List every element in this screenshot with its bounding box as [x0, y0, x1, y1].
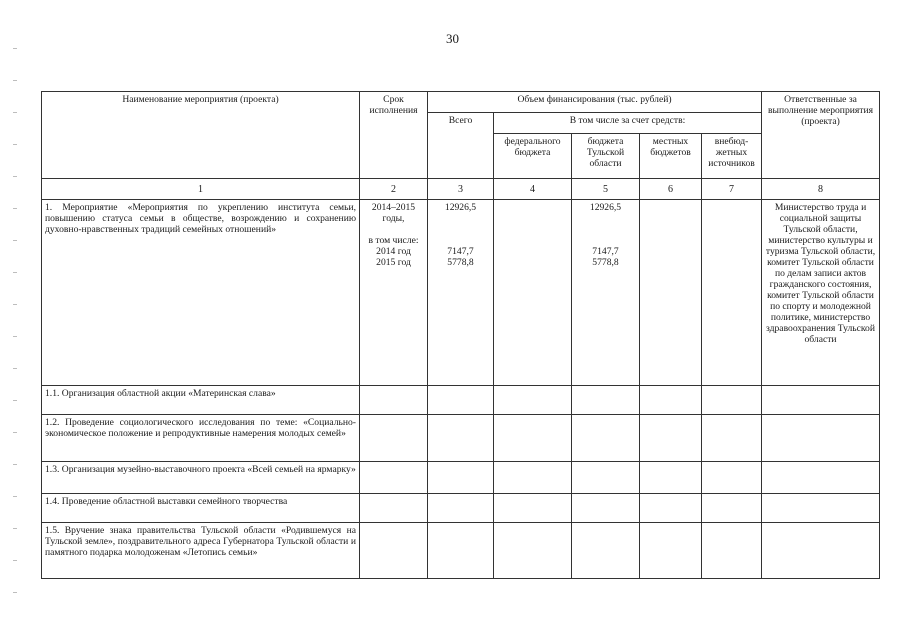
header-name: Наименование мероприятия (проекта): [42, 92, 360, 179]
activity-name: 1.4. Проведение областной выставки семейного творчества: [42, 494, 360, 523]
total-value: 12926,5: [444, 202, 477, 213]
col-number: 1: [42, 179, 360, 200]
offbudget-cell: [702, 200, 762, 386]
table-row: [42, 494, 880, 523]
regional-value: 12926,5: [589, 202, 622, 213]
header-row-1: [42, 92, 880, 113]
col-number: 5: [572, 179, 640, 200]
table-row: [42, 523, 880, 579]
total-value: 5778,8: [447, 257, 474, 268]
activity-name: 1.3. Организация музейно-выставочного проекта «Всей семьей на ярмарку»: [42, 462, 360, 494]
col-number: 4: [494, 179, 572, 200]
activity-name: 1. Мероприятие «Мероприятия по укреплению института семьи, повышению статуса семьи в обществе, возрождению и сохранению духовно-нравственных традиций семейных отношений»: [42, 200, 360, 386]
col-number: 8: [762, 179, 880, 200]
federal-cell: [494, 200, 572, 386]
header-offbudget: внебюд-жетных источников: [702, 134, 762, 179]
header-term: Срок исполнения: [360, 92, 428, 179]
header-regional: бюджета Тульской области: [572, 134, 640, 179]
total-cell: [428, 200, 494, 386]
col-number: 7: [702, 179, 762, 200]
col-number: 3: [428, 179, 494, 200]
regional-value: 7147,7: [592, 246, 619, 257]
activity-name: 1.2. Проведение социологического исследования по теме: «Социально-экономическое положение и репродуктивные намерения молодых семей»: [42, 415, 360, 462]
term-including: в том числе:: [368, 235, 419, 246]
term-year: 2014 год: [376, 246, 411, 257]
activity-name: 1.5. Вручение знака правительства Тульской области «Родившемуся на Тульской земле», поздравительного адреса Губернатора Тульской области и памятного подарка молодоженам «Летопись семьи»: [42, 523, 360, 579]
column-number-row: [42, 179, 880, 200]
margin-tick-marks: [13, 40, 17, 600]
responsible-cell: Министерство труда и социальной защиты Тульской области, министерство культуры и туризма Тульской области, комитет Тульской области по делам записи актов гражданского состояния, комитет Тульской области по спорту и молодежной политике, министерство здравоохранения Тульской области: [762, 200, 880, 386]
funding-table: [41, 91, 880, 579]
header-federal: федерального бюджета: [494, 134, 572, 179]
page-number: 30: [446, 31, 459, 46]
table-row: [42, 200, 880, 386]
term-year: 2015 год: [376, 257, 411, 268]
header-including: В том числе за счет средств:: [494, 113, 762, 134]
regional-value: 5778,8: [592, 257, 619, 268]
col-number: 6: [640, 179, 702, 200]
term-cell: [360, 200, 428, 386]
table-row: [42, 462, 880, 494]
header-responsible: Ответственные за выполнение мероприятия (проекта): [762, 92, 880, 179]
header-funding: Объем финансирования (тыс. рублей): [428, 92, 762, 113]
regional-cell: [572, 200, 640, 386]
header-total: Всего: [428, 113, 494, 179]
total-value: 7147,7: [447, 246, 474, 257]
col-number: 2: [360, 179, 428, 200]
table-row: [42, 415, 880, 462]
local-cell: [640, 200, 702, 386]
term-period: 2014–2015 годы,: [371, 202, 416, 224]
table-row: [42, 386, 880, 415]
activity-name: 1.1. Организация областной акции «Материнская слава»: [42, 386, 360, 415]
header-local: местных бюджетов: [640, 134, 702, 179]
